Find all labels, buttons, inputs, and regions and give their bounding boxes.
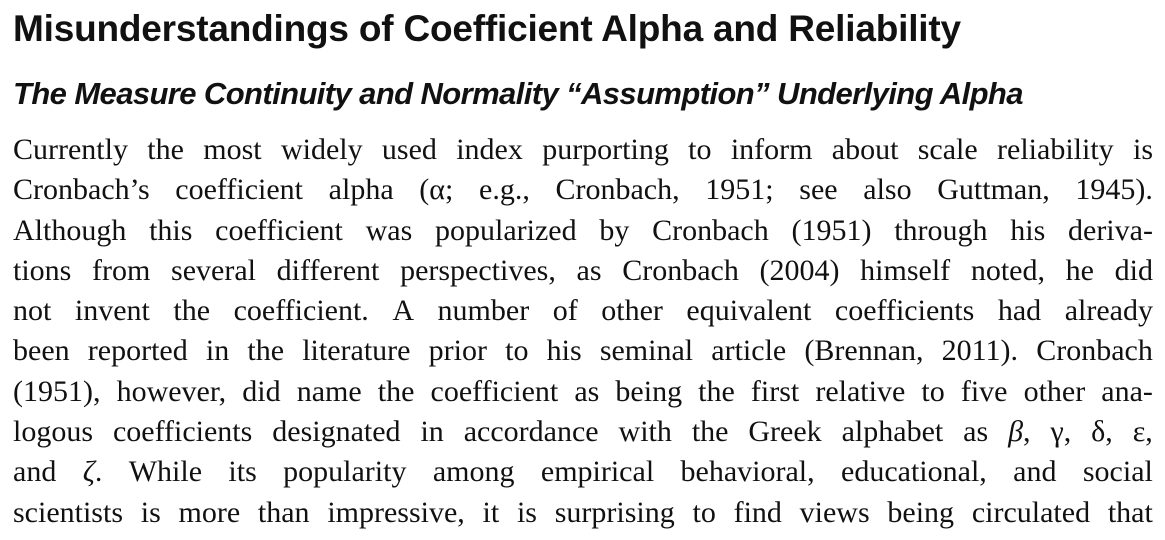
word: social — [1082, 455, 1153, 489]
paragraph-line — [13, 452, 1153, 492]
word: empirical — [540, 455, 655, 489]
word: more — [178, 495, 241, 529]
word: in — [205, 334, 230, 368]
word: perspectives, — [400, 253, 556, 287]
word: Although — [13, 213, 127, 247]
word: impressive, — [327, 495, 465, 529]
word: as — [963, 415, 989, 449]
word: among — [432, 455, 515, 489]
word: several — [171, 253, 256, 287]
body-paragraph — [13, 130, 1153, 533]
paragraph-line — [13, 412, 1153, 452]
paragraph-line — [13, 372, 1153, 412]
section-subtitle: The Measure Continuity and Normality “Assumption” Underlying Alpha — [13, 76, 1023, 111]
word: logous — [13, 415, 94, 449]
word: with — [618, 415, 672, 449]
word: e.g., — [479, 173, 530, 207]
word: literature — [302, 334, 411, 368]
word: its — [228, 455, 257, 489]
word: (1951), — [13, 374, 101, 408]
word: noted, — [970, 253, 1045, 287]
word: coefficient — [175, 173, 304, 207]
word: the — [147, 133, 184, 166]
word: by — [599, 213, 630, 247]
word: he — [1065, 253, 1094, 287]
word: reported — [87, 334, 188, 368]
word: did — [242, 374, 281, 408]
paragraph-line — [13, 130, 1153, 170]
word: other — [601, 294, 663, 328]
word: different — [276, 253, 380, 287]
paragraph-line — [13, 170, 1153, 210]
word: Greek — [748, 415, 822, 449]
word: Cronbach’s — [13, 173, 150, 207]
word: also — [863, 173, 912, 207]
word: to — [505, 334, 529, 368]
word: is — [516, 495, 537, 529]
word: been — [13, 334, 70, 368]
word: most — [203, 133, 262, 166]
word: accordance — [463, 415, 599, 449]
word: (α; — [419, 173, 454, 207]
word: prior — [428, 334, 487, 368]
word: popularized — [435, 213, 577, 247]
word: not — [13, 294, 52, 328]
word: number — [437, 294, 530, 328]
word: coefficient. — [233, 294, 369, 328]
word: equivalent — [686, 294, 812, 328]
word: 2011). — [941, 334, 1019, 368]
word: invent — [74, 294, 150, 328]
word: 1945). — [1075, 173, 1153, 207]
word: behavioral, — [680, 455, 815, 489]
word: however, — [116, 374, 227, 408]
word: is — [1132, 133, 1153, 166]
word: coefficients — [834, 294, 975, 328]
word: Cronbach — [652, 213, 769, 247]
word: Cronbach — [622, 253, 739, 287]
word: being — [887, 495, 955, 529]
word: see — [799, 173, 838, 207]
word: through — [894, 213, 988, 247]
word: ζ. — [82, 455, 103, 489]
word: Guttman, — [937, 173, 1050, 207]
paragraph-line — [13, 291, 1153, 331]
word: other — [1023, 374, 1086, 408]
word: to — [921, 374, 945, 408]
word: the — [247, 334, 285, 368]
word: as — [576, 253, 602, 287]
paper-page — [13, 0, 1153, 540]
word: his — [546, 334, 582, 368]
word: it — [482, 495, 500, 529]
word: that — [1107, 495, 1153, 529]
word: in — [420, 415, 444, 449]
word: alpha — [328, 173, 394, 207]
word: deriva- — [1068, 213, 1153, 247]
word: index — [456, 133, 523, 166]
paragraph-line — [13, 493, 1153, 533]
word: was — [365, 213, 413, 247]
word: coefficient — [430, 374, 559, 408]
word: surprising — [554, 495, 675, 529]
word: β, — [1008, 415, 1031, 449]
word: popularity — [283, 455, 407, 489]
word: (2004) — [759, 253, 840, 287]
word: Currently — [13, 133, 128, 166]
word: first — [750, 374, 800, 408]
word: circulated — [971, 495, 1091, 529]
word: find — [733, 495, 782, 529]
paragraph-line — [13, 211, 1153, 251]
word: widely — [280, 133, 363, 166]
word: views — [799, 495, 870, 529]
word: being — [615, 374, 683, 408]
word: (Brennan, — [804, 334, 924, 368]
word: used — [381, 133, 437, 166]
word: Cronbach — [1036, 334, 1153, 368]
section-title: Misunderstandings of Coefficient Alpha and Reliability — [13, 8, 961, 49]
word: A — [392, 294, 415, 328]
word: coefficient — [215, 213, 343, 247]
word: from — [92, 253, 151, 287]
word: the — [691, 415, 729, 449]
word: reliability — [997, 133, 1114, 166]
word: seminal — [599, 334, 694, 368]
word: the — [698, 374, 735, 408]
word: While — [128, 455, 203, 489]
word: about — [831, 133, 899, 166]
word: to — [688, 133, 712, 166]
word: and — [13, 455, 57, 489]
word: and — [1013, 455, 1057, 489]
word: did — [1114, 253, 1153, 287]
word: δ, — [1091, 415, 1113, 449]
word: himself — [860, 253, 951, 287]
word: coefficients — [112, 415, 253, 449]
word: of — [552, 294, 578, 328]
word: γ, — [1050, 415, 1072, 449]
word: five — [960, 374, 1008, 408]
word: already — [1064, 294, 1153, 328]
word: his — [1010, 213, 1046, 247]
word: ana- — [1101, 374, 1153, 408]
word: Cronbach, — [555, 173, 680, 207]
word: name — [296, 374, 362, 408]
word: inform — [730, 133, 813, 166]
word: relative — [815, 374, 906, 408]
word: alphabet — [841, 415, 944, 449]
word: than — [257, 495, 310, 529]
word: this — [149, 213, 193, 247]
word: as — [574, 374, 600, 408]
word: 1951; — [705, 173, 774, 207]
word: educational, — [841, 455, 987, 489]
word: the — [173, 294, 211, 328]
word: scientists — [13, 495, 123, 529]
word: ε, — [1132, 415, 1153, 449]
word: tions — [13, 253, 72, 287]
word: to — [692, 495, 716, 529]
word: designated — [272, 415, 401, 449]
paragraph-line — [13, 251, 1153, 291]
word: scale — [917, 133, 978, 166]
paragraph-line — [13, 331, 1153, 371]
word: article — [711, 334, 787, 368]
word: is — [140, 495, 161, 529]
word: the — [377, 374, 415, 408]
word: had — [997, 294, 1042, 328]
word: (1951) — [791, 213, 872, 247]
word: purporting — [542, 133, 669, 166]
